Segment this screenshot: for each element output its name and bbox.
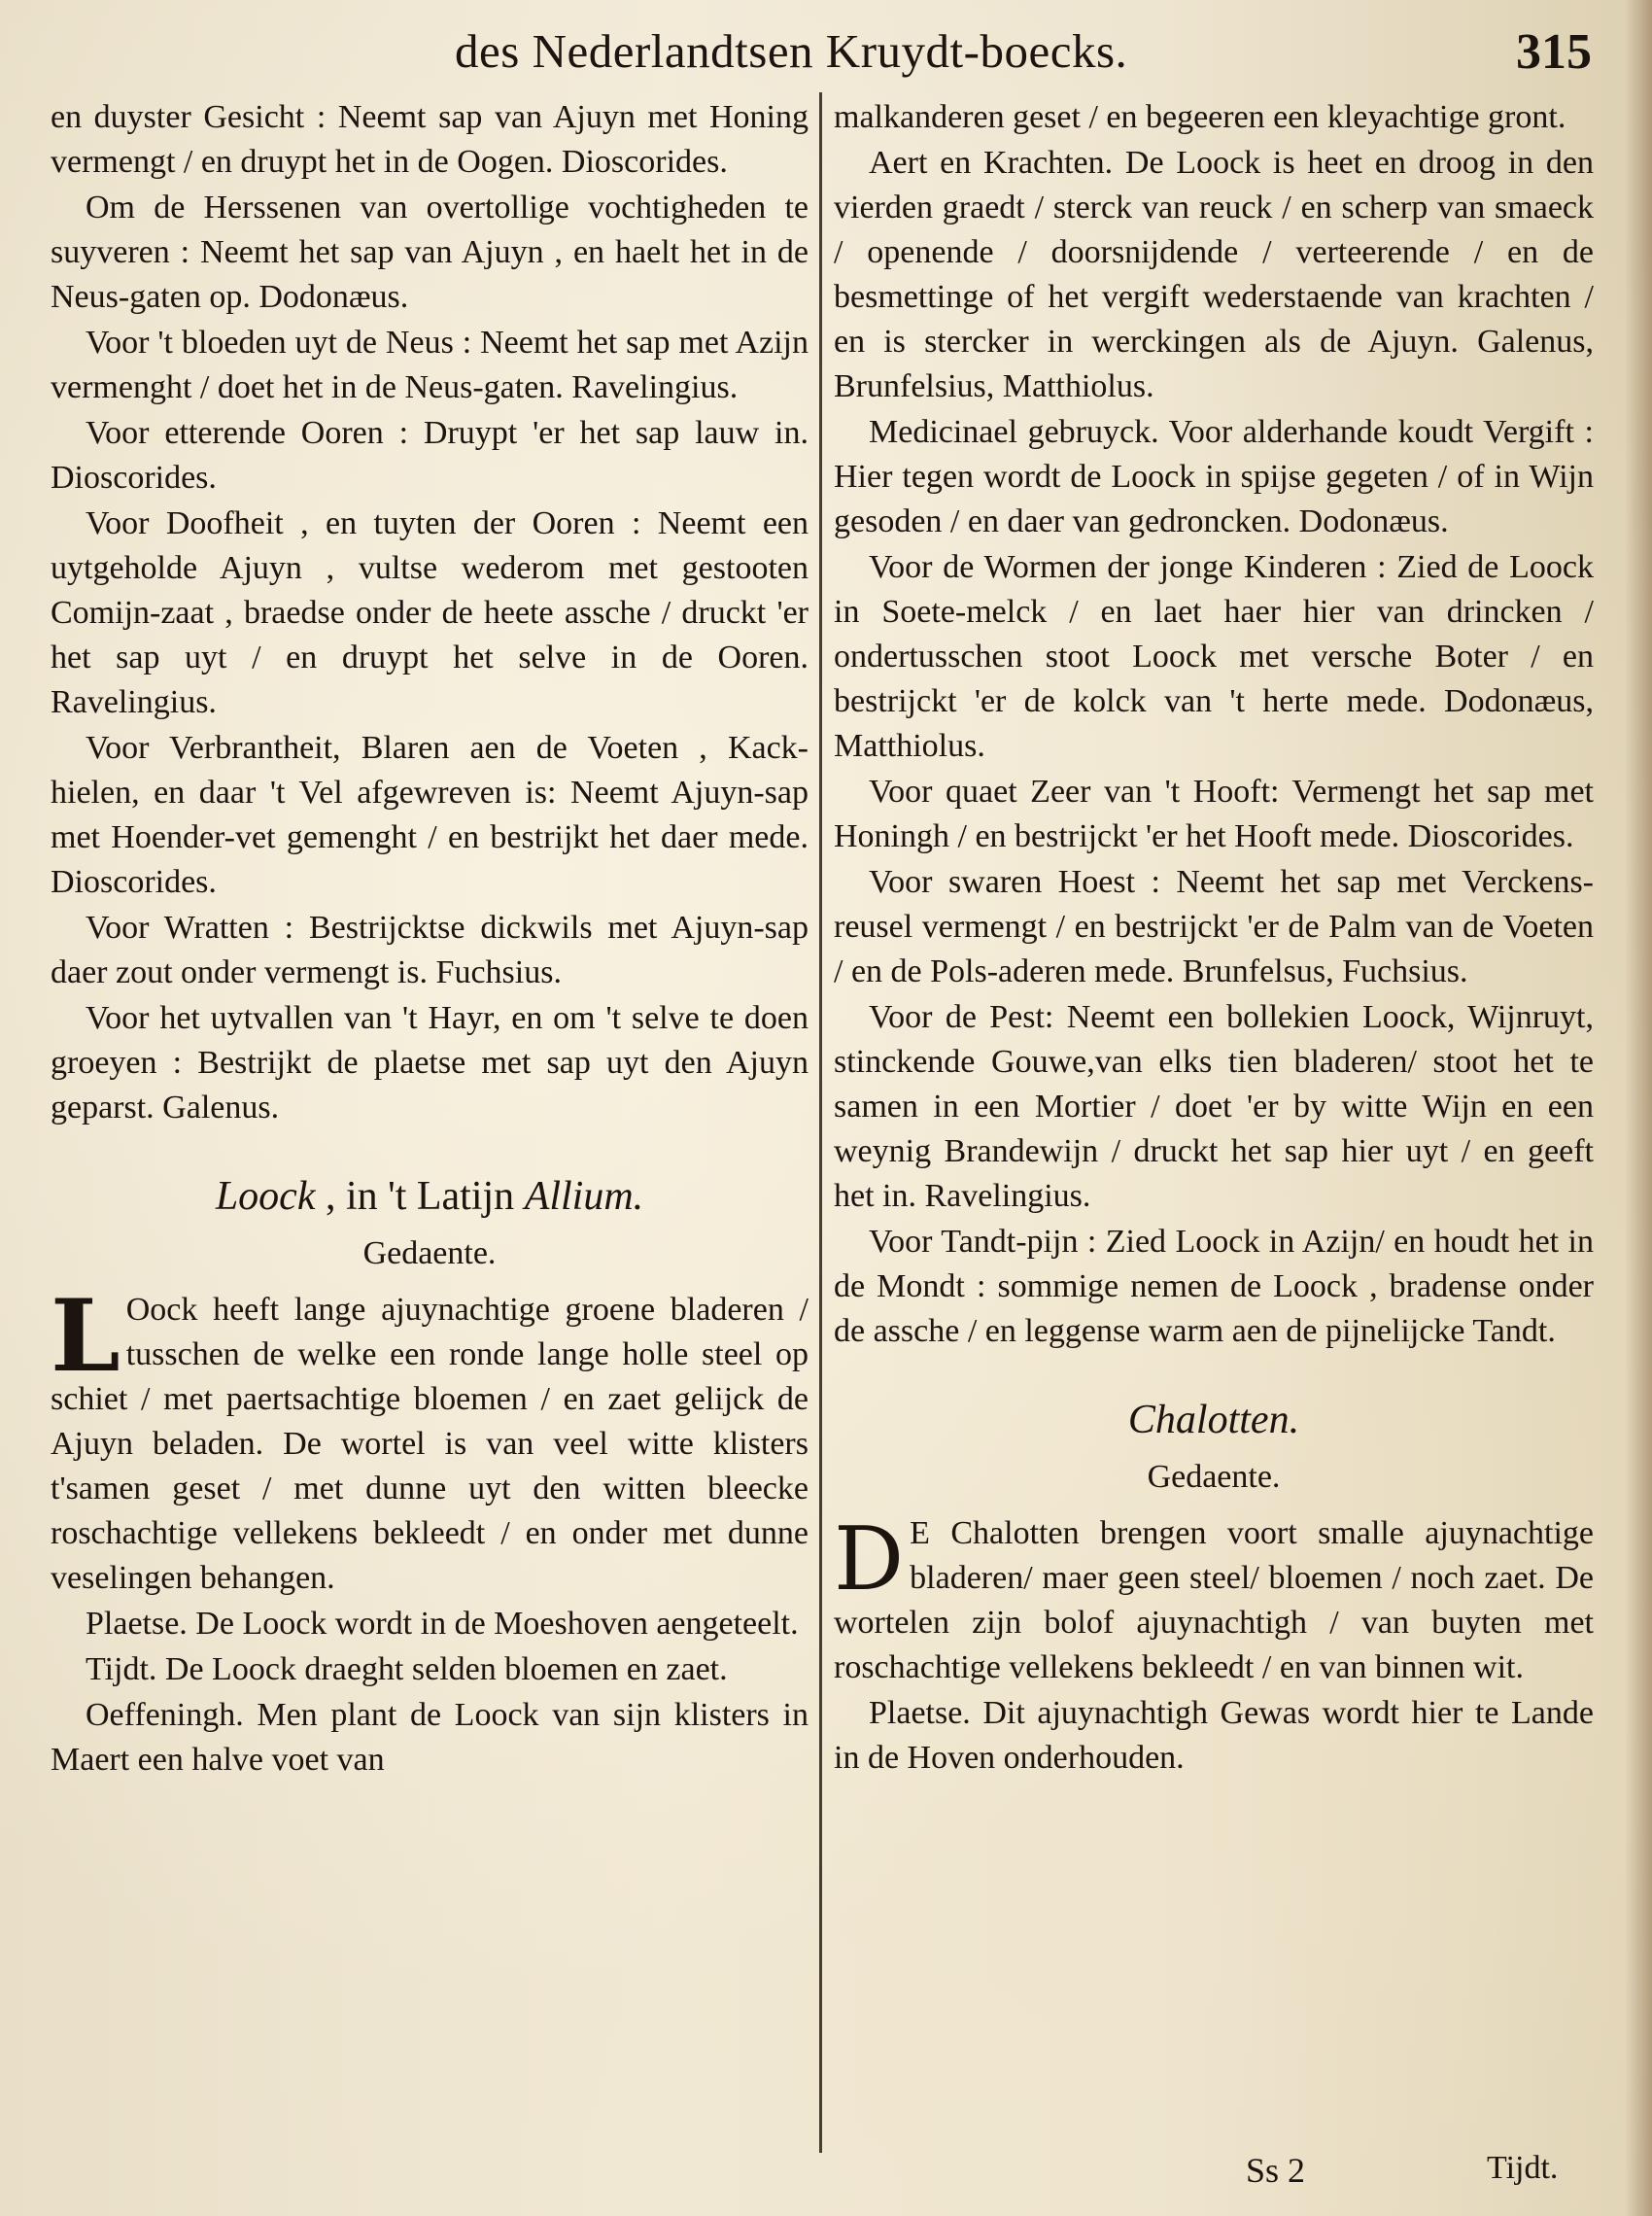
paragraph: malkanderen geset / en begeeren een kleyachtige gront. (834, 99, 1566, 135)
heading-italic: Chalotten. (1127, 1398, 1300, 1442)
paragraph: Aert en Krachten. De Loock is heet en droog in den vierden graedt / sterck van reuck / en scherp van smaeck / openende / doorsnijdende / verteerende / en de besmettinge of het vergift wederstaende van krachten / en is stercker in werckingen als de Ajuyn. Galenus, Brunfelsius, Matthiolus. (834, 145, 1594, 404)
paragraph: en duyster Gesicht : Neemt sap van Ajuyn met Honing vermengt / en druypt het in de Oogen. Dioscorides. (51, 99, 809, 180)
heading-latin: Allium. (524, 1174, 644, 1219)
paragraph: Voor swaren Hoest : Neemt het sap met Verckens-reusel vermengt / en bestrijckt 'er de Palm van de Voeten / en de Pols-aderen mede. Brunfelsus, Fuchsius. (834, 864, 1594, 989)
paragraph: Voor etterende Ooren : Druypt 'er het sap lauw in. Dioscorides. (51, 415, 809, 496)
paragraph: Voor Tandt-pijn : Zied Loock in Azijn/ en houdt het in de Mondt : sommige nemen de Loock , bradense onder de assche / en leggense warm aen de pijnelijcke Tandt. (834, 1224, 1594, 1349)
page-edge-shadow (1625, 0, 1652, 2216)
section-heading-loock (51, 1169, 809, 1224)
paragraph: Oeffeningh. Men plant de Loock van sijn klisters in Maert een halve voet van (51, 1697, 809, 1778)
subheading-gedaente: Gedaente. (362, 1235, 497, 1271)
subheading-gedaente: Gedaente. (1147, 1459, 1281, 1495)
right-column (834, 95, 1594, 2177)
paragraph: Voor Verbrantheit, Blaren aen de Voeten , Kack-hielen, en daar 't Vel afgewreven is: Neemt Ajuyn-sap met Hoender-vet gemenght / en bestrijkt het daer mede. Dioscorides. (51, 730, 809, 900)
running-title: des Nederlandtsen Kruydt-boecks. (455, 24, 1128, 78)
paragraph: Voor de Pest: Neemt een bollekien Loock, Wijnruyt, stinckende Gouwe,van elks tien bladeren/ stoot het te samen in een Mortier / doet 'er by witte Wijn en een weynig Brandewijn / druckt het sap hier uyt / en geeft het in. Ravelingius. (834, 999, 1594, 1214)
paragraph: Plaetse. De Loock wordt in de Moeshoven aengeteelt. (86, 1606, 799, 1642)
signature-mark: Ss 2 (1246, 2151, 1306, 2190)
paragraph-with-initial (834, 1508, 1594, 1690)
paragraph: Medicinael gebruyck. Voor alderhande koudt Vergift : Hier tegen wordt de Loock in spijse gegeten / of in Wijn gesoden / en daer van gedroncken. Dodonæus. (834, 414, 1594, 539)
initial-second-letter: E (910, 1515, 930, 1551)
paragraph: Plaetse. Dit ajuynachtigh Gewas wordt hier te Lande in de Hoven onderhouden. (834, 1695, 1594, 1776)
paragraph: Voor quaet Zeer van 't Hooft: Vermengt het sap met Honingh / en bestrijckt 'er het Hooft mede. Dioscorides. (834, 774, 1594, 854)
paragraph: Voor Wratten : Bestrijcktse dickwils met Ajuyn-sap daer zout onder vermengt is. Fuchsius. (51, 910, 809, 990)
paragraph-text: Oock heeft lange ajuynachtige groene bladeren / tusschen de welke een ronde lange holle steel op schiet / met paertsachtige bloemen / en zaet gelijck de Ajuyn beladen. De wortel is van veel witte klisters t'samen geset / met dunne uyt den witten bleecke roschachtige vellekens bekleedt / en onder met dunne veselingen behangen. (51, 1292, 809, 1596)
paragraph: Tijdt. De Loock draeght selden bloemen en zaet. (86, 1651, 728, 1687)
column-divider (819, 92, 822, 2153)
page-header (0, 10, 1652, 87)
paragraph: Om de Herssenen van overtollige vochtigheden te suyveren : Neemt het sap van Ajuyn , en haelt het in de Neus-gaten op. Dodonæus. (51, 190, 809, 315)
heading-roman: Loock (215, 1174, 316, 1219)
paragraph: Voor de Wormen der jonge Kinderen : Zied de Loock in Soete-melck / en laet haer hier van drincken / ondertusschen stoot Loock met versche Boter / en bestrijckt 'er de kolck van 't herte mede. Dodonæus, Matthiolus. (834, 549, 1594, 764)
page-number: 315 (1516, 24, 1592, 80)
paragraph: Voor het uytvallen van 't Hayr, en om 't selve te doen groeyen : Bestrijkt de plaetse met sap uyt den Ajuyn geparst. Galenus. (51, 1000, 809, 1125)
left-column (51, 95, 809, 2177)
paragraph-text: Chalotten brengen voort smalle ajuynachtige bladeren/ maer geen steel/ bloemen / noch zaet. De wortelen zijn bolof ajuynachtigh / van buyten met roschachtige vellekens bekleedt / en van binnen wit. (834, 1515, 1594, 1685)
paragraph: Voor Doofheit , en tuyten der Ooren : Neemt een uytgeholde Ajuyn , vultse wederom met gestooten Comijn-zaat , braedse onder de heete assche / druckt 'er het sap uyt / en druypt het selve in de Ooren. Ravelingius. (51, 505, 809, 720)
paragraph-with-initial (51, 1278, 809, 1601)
section-heading-chalotten (834, 1393, 1594, 1447)
catchword: Tijdt. (1487, 2150, 1559, 2186)
paragraph: Voor 't bloeden uyt de Neus : Neemt het sap met Azijn vermenght / doet het in de Neus-gaten. Ravelingius. (51, 325, 809, 405)
heading-mid: , in 't Latijn (315, 1174, 525, 1219)
drop-cap: L (51, 1278, 120, 1395)
drop-cap: D (834, 1508, 905, 1610)
